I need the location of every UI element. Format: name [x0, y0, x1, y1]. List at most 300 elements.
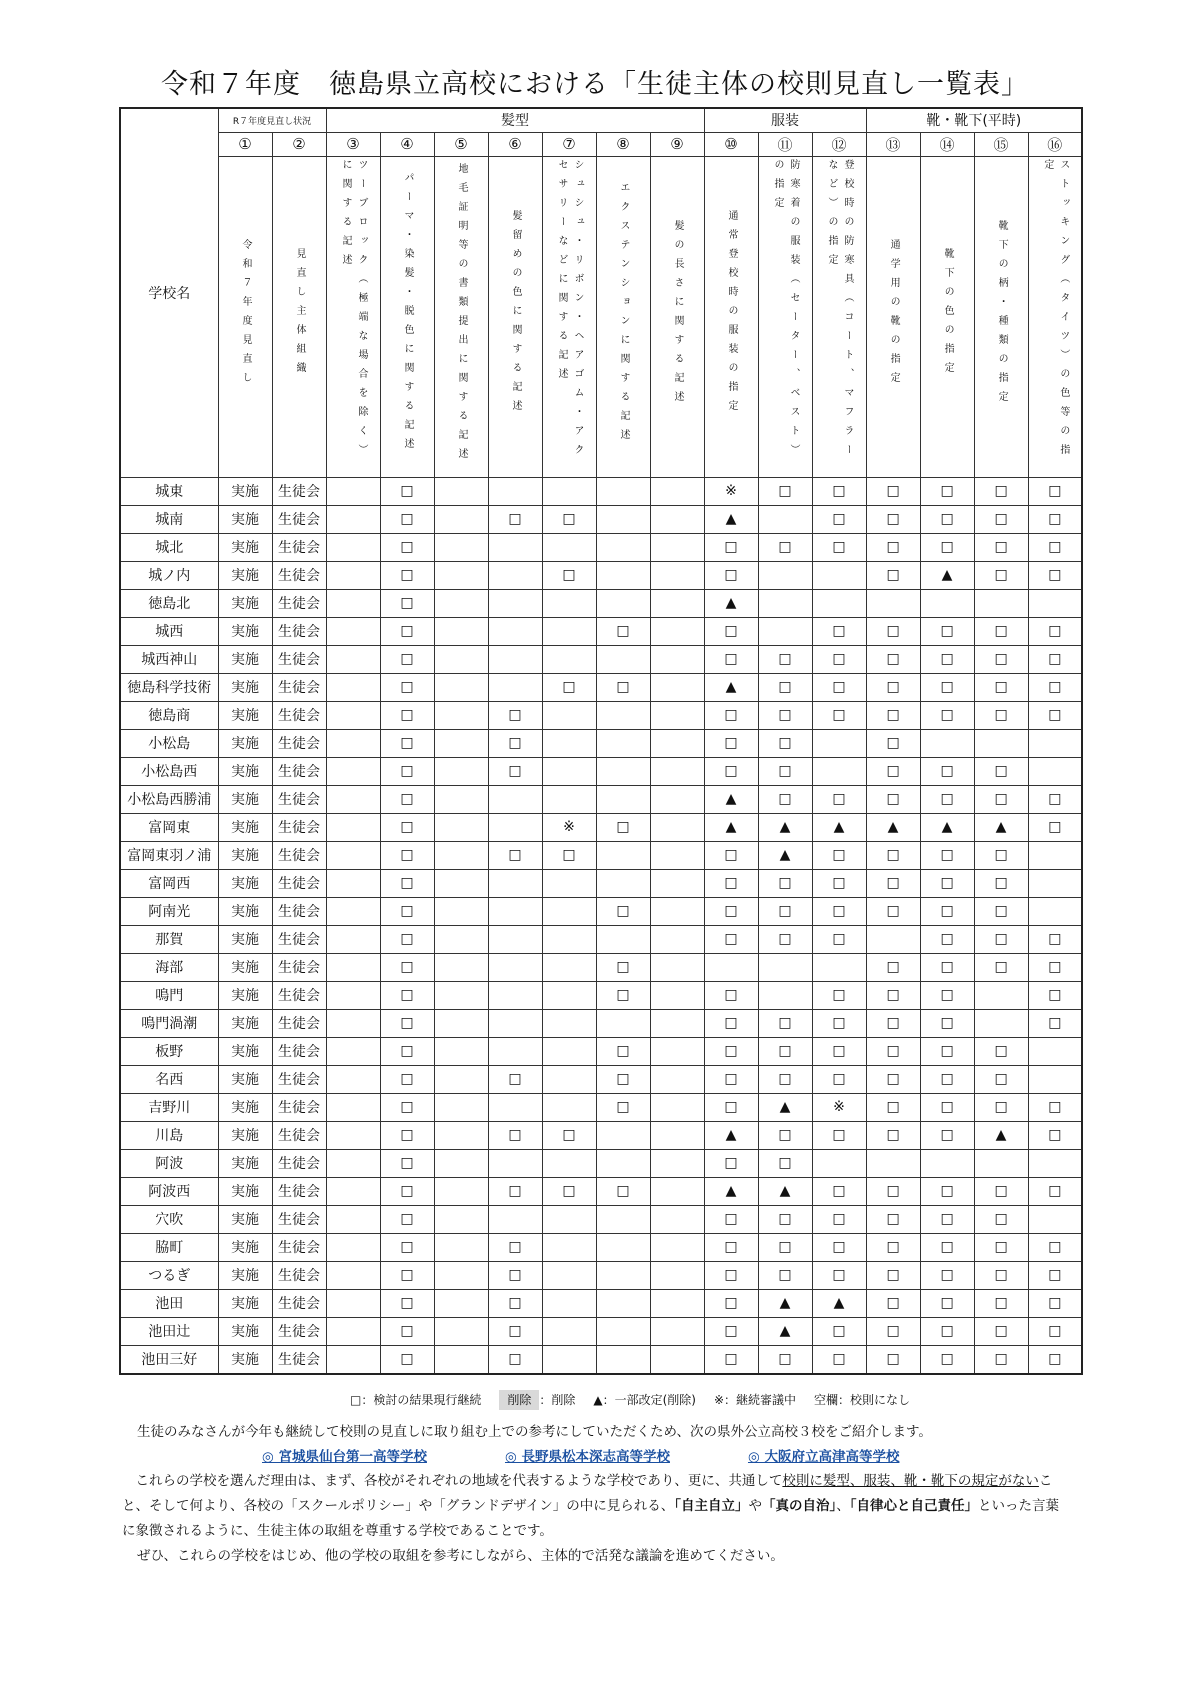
rule-status-cell — [434, 841, 488, 869]
rule-status-cell — [812, 729, 866, 757]
review-status-cell: 実施 — [218, 925, 272, 953]
rule-status-cell — [434, 785, 488, 813]
rule-status-cell — [488, 477, 542, 505]
rule-status-cell — [326, 1289, 380, 1317]
rule-status-cell — [326, 505, 380, 533]
review-status-cell: 実施 — [218, 533, 272, 561]
rule-status-cell: □ — [812, 701, 866, 729]
review-body-cell: 生徒会 — [272, 589, 326, 617]
school-name: 池田三好 — [120, 1345, 218, 1374]
legend-square: □：検討の結果現行継続 — [350, 1393, 482, 1407]
rule-status-cell: □ — [704, 1233, 758, 1261]
rule-status-cell — [434, 477, 488, 505]
school-link-sendai[interactable]: ◎ 宮城県仙台第一高等学校 — [262, 1449, 427, 1465]
rule-status-cell: □ — [1028, 1317, 1082, 1345]
rule-status-cell: □ — [1028, 561, 1082, 589]
legend — [350, 1391, 910, 1408]
rule-status-cell: □ — [704, 1037, 758, 1065]
school-name: 川島 — [120, 1121, 218, 1149]
review-body-cell: 生徒会 — [272, 869, 326, 897]
rule-status-cell — [596, 757, 650, 785]
page-title: 令和７年度 徳島県立高校における「生徒主体の校則見直し一覧表」 — [161, 69, 1029, 100]
rule-status-cell: □ — [380, 1149, 434, 1177]
school-name: 池田辻 — [120, 1317, 218, 1345]
rule-status-cell: □ — [920, 1205, 974, 1233]
rule-status-cell — [596, 1009, 650, 1037]
school-name: 富岡東羽ノ浦 — [120, 841, 218, 869]
table-row — [120, 1345, 1082, 1374]
rule-status-cell: □ — [488, 1121, 542, 1149]
rule-status-cell: □ — [596, 1037, 650, 1065]
rule-status-cell — [326, 1233, 380, 1261]
review-status-cell: 実施 — [218, 1037, 272, 1065]
school-name: 城ノ内 — [120, 561, 218, 589]
rule-status-cell — [596, 1345, 650, 1374]
rule-status-cell — [650, 1177, 704, 1205]
rule-status-cell: □ — [974, 1065, 1028, 1093]
review-body-cell: 生徒会 — [272, 841, 326, 869]
review-status-cell: 実施 — [218, 701, 272, 729]
rule-status-cell: □ — [920, 1065, 974, 1093]
column-number: ⑧ — [596, 132, 650, 156]
school-link-matsumoto[interactable]: ◎ 長野県松本深志高等学校 — [504, 1449, 670, 1465]
reason-text-c: といった言葉に象徴されるように、生徒主体の取組を尊重する学校であることです。 — [122, 1498, 1060, 1539]
rule-status-cell — [596, 841, 650, 869]
school-link-kozu[interactable]: ◎ 大阪府立高津高等学校 — [747, 1449, 900, 1465]
rule-status-cell: □ — [488, 757, 542, 785]
rule-status-cell: □ — [1028, 785, 1082, 813]
rule-status-cell — [866, 589, 920, 617]
rule-status-cell: □ — [596, 981, 650, 1009]
column-description: 防寒着の服装（セーター、ベスト）の指定 — [772, 158, 800, 463]
table-row — [120, 1121, 1082, 1149]
column-description-cell — [380, 156, 434, 477]
rule-status-cell: □ — [866, 1009, 920, 1037]
rule-status-cell: □ — [704, 1093, 758, 1121]
column-description-cell — [920, 156, 974, 477]
rule-status-cell: □ — [974, 953, 1028, 981]
rule-status-cell — [434, 505, 488, 533]
rule-status-cell — [488, 953, 542, 981]
rule-status-cell: □ — [704, 617, 758, 645]
school-name: つるぎ — [120, 1261, 218, 1289]
rule-status-cell: □ — [380, 701, 434, 729]
table-row — [120, 477, 1082, 505]
rule-status-cell — [326, 1009, 380, 1037]
rule-status-cell — [326, 1345, 380, 1374]
school-name: 阿南光 — [120, 897, 218, 925]
rule-status-cell: □ — [542, 561, 596, 589]
rule-status-cell: □ — [488, 1177, 542, 1205]
review-status-cell: 実施 — [218, 1177, 272, 1205]
rule-status-cell — [596, 701, 650, 729]
rule-status-cell: □ — [920, 1289, 974, 1317]
column-description-cell — [218, 156, 272, 477]
rule-status-cell — [758, 505, 812, 533]
rule-status-cell — [650, 1205, 704, 1233]
rule-status-cell — [758, 561, 812, 589]
rule-status-cell — [434, 589, 488, 617]
rule-status-cell — [650, 1289, 704, 1317]
rule-status-cell — [542, 1317, 596, 1345]
group-header: R７年度見直し状況 — [218, 108, 326, 132]
rule-status-cell — [434, 673, 488, 701]
rule-status-cell: □ — [704, 1009, 758, 1037]
school-name: 名西 — [120, 1065, 218, 1093]
table-row — [120, 813, 1082, 841]
review-status-cell: 実施 — [218, 813, 272, 841]
rule-status-cell: □ — [866, 673, 920, 701]
rule-status-cell: ▲ — [920, 561, 974, 589]
rule-status-cell — [650, 673, 704, 701]
rule-status-cell: □ — [974, 897, 1028, 925]
legend-note: ※：継続審議中 — [713, 1393, 797, 1407]
column-description-cell — [866, 156, 920, 477]
rule-status-cell: □ — [380, 589, 434, 617]
rule-status-cell — [488, 561, 542, 589]
rule-status-cell: □ — [758, 897, 812, 925]
rule-status-cell: □ — [920, 701, 974, 729]
keyword-jichi: 「真の自治」 — [762, 1498, 837, 1514]
rule-status-cell: □ — [866, 1037, 920, 1065]
rule-status-cell: □ — [704, 645, 758, 673]
rule-status-cell: □ — [920, 477, 974, 505]
rule-status-cell — [650, 869, 704, 897]
rule-status-cell — [434, 561, 488, 589]
rule-status-cell: □ — [974, 1093, 1028, 1121]
rule-status-cell: □ — [1028, 925, 1082, 953]
review-status-cell: 実施 — [218, 869, 272, 897]
rule-status-cell: □ — [380, 841, 434, 869]
rule-status-cell: □ — [704, 1149, 758, 1177]
rule-status-cell: □ — [758, 757, 812, 785]
rule-status-cell: □ — [380, 981, 434, 1009]
rule-status-cell — [542, 1233, 596, 1261]
rule-status-cell — [434, 925, 488, 953]
rule-status-cell: □ — [380, 617, 434, 645]
rule-status-cell — [326, 925, 380, 953]
rule-status-cell: □ — [920, 981, 974, 1009]
table-row — [120, 1149, 1082, 1177]
rule-status-cell — [488, 925, 542, 953]
rule-status-cell — [974, 981, 1028, 1009]
rule-status-cell — [596, 1317, 650, 1345]
column-description: 靴下の柄・種類の指定 — [996, 219, 1008, 410]
rule-status-cell — [434, 533, 488, 561]
rule-status-cell — [812, 1149, 866, 1177]
review-status-cell: 実施 — [218, 1121, 272, 1149]
rule-status-cell: □ — [758, 701, 812, 729]
rule-status-cell — [542, 533, 596, 561]
rule-status-cell: □ — [758, 1233, 812, 1261]
rule-status-cell — [488, 897, 542, 925]
school-name: 小松島西 — [120, 757, 218, 785]
review-body-cell: 生徒会 — [272, 1233, 326, 1261]
rule-status-cell: □ — [758, 673, 812, 701]
rule-status-cell: ▲ — [974, 813, 1028, 841]
review-body-cell: 生徒会 — [272, 505, 326, 533]
rule-status-cell — [434, 1317, 488, 1345]
rule-status-cell — [542, 1065, 596, 1093]
rule-status-cell: □ — [866, 897, 920, 925]
school-name: 阿波 — [120, 1149, 218, 1177]
rule-status-cell: □ — [812, 1121, 866, 1149]
rule-status-cell — [812, 589, 866, 617]
rule-status-cell — [434, 1065, 488, 1093]
rule-status-cell: □ — [812, 869, 866, 897]
rule-status-cell — [1028, 1065, 1082, 1093]
rule-status-cell — [650, 477, 704, 505]
column-number: ⑤ — [434, 132, 488, 156]
rule-status-cell: □ — [812, 925, 866, 953]
rule-status-cell — [974, 1149, 1028, 1177]
rule-status-cell — [326, 981, 380, 1009]
rule-status-cell: □ — [812, 1317, 866, 1345]
table-row — [120, 729, 1082, 757]
rule-status-cell: □ — [596, 897, 650, 925]
rule-status-cell: □ — [920, 505, 974, 533]
rule-status-cell: □ — [758, 533, 812, 561]
review-body-cell: 生徒会 — [272, 729, 326, 757]
rule-status-cell — [488, 869, 542, 897]
review-body-cell: 生徒会 — [272, 1289, 326, 1317]
rule-status-cell — [866, 1149, 920, 1177]
rule-status-cell — [542, 897, 596, 925]
rule-status-cell — [542, 1261, 596, 1289]
rule-status-cell: □ — [704, 897, 758, 925]
rule-status-cell: □ — [974, 645, 1028, 673]
rule-status-cell — [326, 1093, 380, 1121]
rule-status-cell: □ — [380, 533, 434, 561]
rule-status-cell — [326, 617, 380, 645]
rule-status-cell: □ — [920, 1177, 974, 1205]
rule-status-cell — [650, 729, 704, 757]
rule-status-cell: □ — [974, 477, 1028, 505]
rule-status-cell: □ — [758, 1037, 812, 1065]
rule-status-cell — [488, 813, 542, 841]
column-description-cell — [434, 156, 488, 477]
keyword-sep-2: 、 — [836, 1498, 850, 1514]
rule-status-cell: □ — [866, 953, 920, 981]
rule-status-cell: □ — [812, 1009, 866, 1037]
rule-status-cell: □ — [866, 981, 920, 1009]
rule-status-cell: □ — [542, 673, 596, 701]
rule-status-cell — [650, 1037, 704, 1065]
rule-status-cell: □ — [380, 1261, 434, 1289]
rule-status-cell — [1028, 1149, 1082, 1177]
rule-status-cell: □ — [758, 1261, 812, 1289]
rule-status-cell: □ — [758, 785, 812, 813]
rule-status-cell — [974, 589, 1028, 617]
school-name: 城南 — [120, 505, 218, 533]
column-number: ⑮ — [974, 132, 1028, 156]
review-body-cell: 生徒会 — [272, 645, 326, 673]
rule-status-cell — [650, 1121, 704, 1149]
rule-status-cell: □ — [380, 785, 434, 813]
review-body-cell: 生徒会 — [272, 925, 326, 953]
rule-status-cell: □ — [1028, 1289, 1082, 1317]
rule-status-cell — [650, 925, 704, 953]
rule-status-cell: □ — [380, 1177, 434, 1205]
rule-status-cell: □ — [1028, 813, 1082, 841]
review-body-cell: 生徒会 — [272, 1261, 326, 1289]
rule-status-cell — [326, 477, 380, 505]
rule-status-cell — [326, 897, 380, 925]
column-description: パーマ・染髪・脱色に関する記述 — [402, 172, 414, 457]
rule-status-cell — [1028, 729, 1082, 757]
rule-status-cell — [650, 701, 704, 729]
rule-status-cell — [542, 645, 596, 673]
rule-status-cell — [758, 589, 812, 617]
review-status-cell: 実施 — [218, 477, 272, 505]
rule-status-cell: □ — [1028, 477, 1082, 505]
rule-status-cell: □ — [380, 1289, 434, 1317]
rule-status-cell: ▲ — [866, 813, 920, 841]
rule-status-cell — [326, 953, 380, 981]
rule-status-cell — [542, 757, 596, 785]
rule-status-cell: □ — [1028, 645, 1082, 673]
review-body-cell: 生徒会 — [272, 701, 326, 729]
rule-status-cell: □ — [542, 1177, 596, 1205]
rule-status-cell — [488, 981, 542, 1009]
rule-status-cell — [920, 1149, 974, 1177]
rule-status-cell: □ — [380, 1345, 434, 1374]
rule-status-cell: ※ — [542, 813, 596, 841]
rule-status-cell: □ — [974, 561, 1028, 589]
rule-status-cell: ▲ — [704, 505, 758, 533]
column-description: ストッキング（タイツ）の色等の指定 — [1041, 158, 1069, 463]
rule-status-cell: □ — [380, 561, 434, 589]
rule-status-cell: □ — [1028, 1261, 1082, 1289]
school-rules-table — [119, 107, 1083, 1375]
column-description: 髪の長さに関する記述 — [672, 219, 684, 410]
rule-status-cell: □ — [488, 729, 542, 757]
rule-status-cell — [596, 477, 650, 505]
rule-status-cell: □ — [1028, 981, 1082, 1009]
review-status-cell: 実施 — [218, 1317, 272, 1345]
rule-status-cell: □ — [758, 1009, 812, 1037]
review-body-cell: 生徒会 — [272, 953, 326, 981]
table-row — [120, 589, 1082, 617]
rule-status-cell — [542, 1037, 596, 1065]
rule-status-cell — [326, 589, 380, 617]
rule-status-cell: □ — [920, 673, 974, 701]
rule-status-cell — [650, 1261, 704, 1289]
column-description-cell — [272, 156, 326, 477]
column-description: エクステンションに関する記述 — [618, 181, 630, 448]
rule-status-cell — [488, 785, 542, 813]
table-row — [120, 869, 1082, 897]
rule-status-cell — [326, 561, 380, 589]
review-status-cell: 実施 — [218, 673, 272, 701]
table-row — [120, 1037, 1082, 1065]
rule-status-cell: □ — [488, 505, 542, 533]
rule-status-cell: □ — [920, 1345, 974, 1374]
rule-status-cell: □ — [758, 925, 812, 953]
rule-status-cell: □ — [974, 785, 1028, 813]
rule-status-cell: □ — [1028, 1177, 1082, 1205]
rule-status-cell: □ — [920, 533, 974, 561]
rule-status-cell — [542, 477, 596, 505]
review-body-cell: 生徒会 — [272, 785, 326, 813]
rule-status-cell — [596, 1289, 650, 1317]
rule-status-cell — [650, 785, 704, 813]
rule-status-cell — [1028, 1037, 1082, 1065]
rules-table-wrapper — [119, 107, 1083, 1375]
rule-status-cell: □ — [758, 477, 812, 505]
group-header: 髪型 — [326, 108, 704, 132]
review-status-cell: 実施 — [218, 561, 272, 589]
column-number: ⑪ — [758, 132, 812, 156]
rule-status-cell: □ — [812, 477, 866, 505]
school-name: 城西 — [120, 617, 218, 645]
rule-status-cell: □ — [866, 1289, 920, 1317]
rule-status-cell: □ — [812, 645, 866, 673]
rule-status-cell: □ — [920, 897, 974, 925]
rule-status-cell — [326, 841, 380, 869]
school-name: 穴吹 — [120, 1205, 218, 1233]
rule-status-cell — [650, 1233, 704, 1261]
rule-status-cell: □ — [866, 505, 920, 533]
review-status-cell: 実施 — [218, 841, 272, 869]
column-number: ⑨ — [650, 132, 704, 156]
review-body-cell: 生徒会 — [272, 1345, 326, 1374]
review-status-cell: 実施 — [218, 1233, 272, 1261]
rule-status-cell — [326, 729, 380, 757]
rule-status-cell: □ — [920, 1261, 974, 1289]
rule-status-cell: □ — [866, 561, 920, 589]
rule-status-cell — [650, 645, 704, 673]
rule-status-cell: □ — [380, 1009, 434, 1037]
rule-status-cell — [326, 785, 380, 813]
rule-status-cell — [434, 953, 488, 981]
rule-status-cell: □ — [1028, 1233, 1082, 1261]
rule-status-cell — [488, 1009, 542, 1037]
school-name: 小松島 — [120, 729, 218, 757]
rule-status-cell — [326, 813, 380, 841]
school-name: 吉野川 — [120, 1093, 218, 1121]
rule-status-cell: □ — [920, 1233, 974, 1261]
rule-status-cell: □ — [596, 1177, 650, 1205]
rule-status-cell: □ — [758, 1149, 812, 1177]
school-name: 鳴門 — [120, 981, 218, 1009]
rule-status-cell — [650, 505, 704, 533]
review-body-cell: 生徒会 — [272, 1149, 326, 1177]
review-status-cell: 実施 — [218, 1009, 272, 1037]
rule-status-cell — [650, 981, 704, 1009]
rule-status-cell — [812, 757, 866, 785]
column-description: 登校時の防寒具（コート、マフラーなど）の指定 — [826, 158, 854, 463]
rule-status-cell — [542, 1093, 596, 1121]
rule-status-cell: □ — [380, 505, 434, 533]
school-name: 城北 — [120, 533, 218, 561]
rule-status-cell: □ — [974, 1205, 1028, 1233]
table-row — [120, 1289, 1082, 1317]
rule-status-cell — [758, 981, 812, 1009]
table-row — [120, 1093, 1082, 1121]
rule-status-cell: □ — [380, 729, 434, 757]
rule-status-cell — [920, 729, 974, 757]
rule-status-cell: □ — [974, 701, 1028, 729]
rule-status-cell — [596, 505, 650, 533]
rule-status-cell — [596, 589, 650, 617]
table-row — [120, 1205, 1082, 1233]
rule-status-cell: □ — [704, 533, 758, 561]
rule-status-cell — [434, 757, 488, 785]
rule-status-cell — [758, 953, 812, 981]
rule-status-cell — [434, 1037, 488, 1065]
rule-status-cell: □ — [542, 1121, 596, 1149]
